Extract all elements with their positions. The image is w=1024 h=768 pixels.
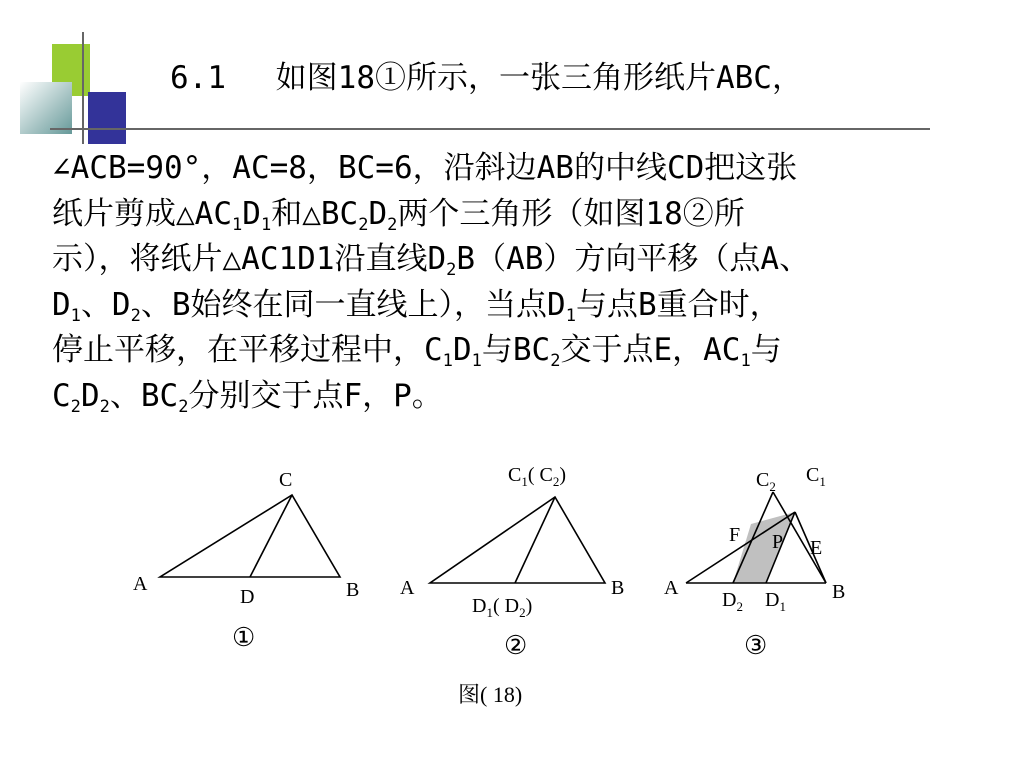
subscript: 1: [442, 350, 453, 371]
text-run: 分别交于点F，P。: [188, 377, 443, 414]
subscript: 2: [446, 259, 457, 280]
subscript: 1: [740, 350, 751, 371]
text-run: ∠ACB=90°，AC=8，BC=6，沿斜边AB的中线CD把这张: [52, 150, 798, 186]
fig2-label-c1c2: $C_1$( $C_2$): [508, 464, 567, 489]
fig2-number: ②: [504, 631, 528, 660]
body-line: [52, 328, 982, 374]
fig2-label-a: A: [400, 577, 415, 599]
text-run: 与点B重合时，: [575, 286, 781, 323]
problem-title: 6.1 如图18①所示，一张三角形纸片ABC，: [170, 60, 803, 96]
fig3-number: ③: [744, 631, 768, 660]
fig1-number: ①: [232, 623, 256, 652]
text-run: D: [242, 195, 261, 232]
text-run: 、B始终在同一直线上），当点D: [140, 286, 566, 323]
fig2-label-b: B: [611, 577, 625, 599]
figure-1: [160, 495, 340, 577]
deco-horizontal-line: [50, 128, 930, 130]
fig3-label-a: A: [664, 577, 679, 599]
subscript: 1: [232, 214, 243, 235]
fig3-label-c1: $C_1$: [806, 464, 826, 489]
subscript: 2: [178, 396, 189, 417]
fig3-label-f: F: [729, 524, 741, 546]
figure-caption: 图( 18): [458, 682, 523, 707]
figure-2-labels: [400, 464, 624, 660]
subscript: 1: [260, 214, 272, 235]
text-run: 和△BC: [271, 195, 359, 232]
fig3-label-d1: $D_1$: [765, 589, 786, 614]
fig3-label-b: B: [832, 581, 846, 603]
subscript: 1: [70, 305, 81, 326]
text-run: C: [52, 377, 71, 414]
body-line: [52, 146, 982, 192]
problem-body: [52, 146, 982, 419]
subscript: 2: [70, 396, 81, 417]
text-run: 两个三角形（如图18②所: [397, 195, 745, 232]
subscript: 2: [550, 350, 561, 371]
subscript: 2: [358, 214, 369, 235]
text-run: D: [452, 332, 472, 368]
figure-2: [430, 497, 605, 583]
fig1-label-d: D: [240, 586, 255, 608]
fig3-label-e: E: [810, 537, 823, 559]
body-line: [52, 192, 982, 238]
figure-1-labels: [133, 469, 359, 652]
body-line: [52, 283, 982, 329]
text-run: D: [80, 377, 100, 414]
text-run: D: [368, 195, 388, 232]
fig1-label-b: B: [346, 579, 360, 601]
subscript: 2: [387, 214, 398, 235]
subscript: 2: [99, 396, 110, 417]
fig3-shaded-region: [733, 512, 795, 583]
text-run: 与: [750, 332, 782, 368]
text-run: D: [52, 286, 71, 323]
fig2-triangle: [430, 497, 605, 583]
subscript: 2: [130, 305, 141, 326]
fig1-label-a: A: [133, 573, 148, 595]
subscript: 1: [565, 305, 576, 326]
figure-18: [0, 450, 1024, 768]
deco-blue-square: [88, 92, 126, 144]
text-run: 、BC: [109, 377, 179, 414]
text-run: 交于点E，AC: [560, 332, 741, 368]
body-line: [52, 374, 982, 420]
fig1-triangle-abc: [160, 495, 340, 577]
text-run: 、D: [80, 286, 131, 323]
subscript: 1: [471, 350, 482, 371]
fig3-label-p: P: [772, 531, 784, 553]
text-run: 示），将纸片△AC1D1沿直线D: [52, 241, 447, 277]
text-run: 纸片剪成△AC: [52, 195, 232, 232]
body-line: [52, 237, 982, 283]
deco-teal-square: [20, 82, 72, 134]
fig3-label-d2: $D_2$: [722, 589, 743, 614]
text-run: 与BC: [481, 332, 551, 368]
fig3-label-c2: $C_2$: [756, 469, 776, 494]
text-run: B（AB）方向平移（点A、: [456, 241, 811, 277]
text-run: 停止平移，在平移过程中，C: [52, 332, 443, 368]
fig2-label-d1d2: $D_1$( $D_2$): [472, 595, 533, 620]
figure-3: [686, 492, 826, 583]
fig1-label-c: C: [279, 469, 293, 491]
